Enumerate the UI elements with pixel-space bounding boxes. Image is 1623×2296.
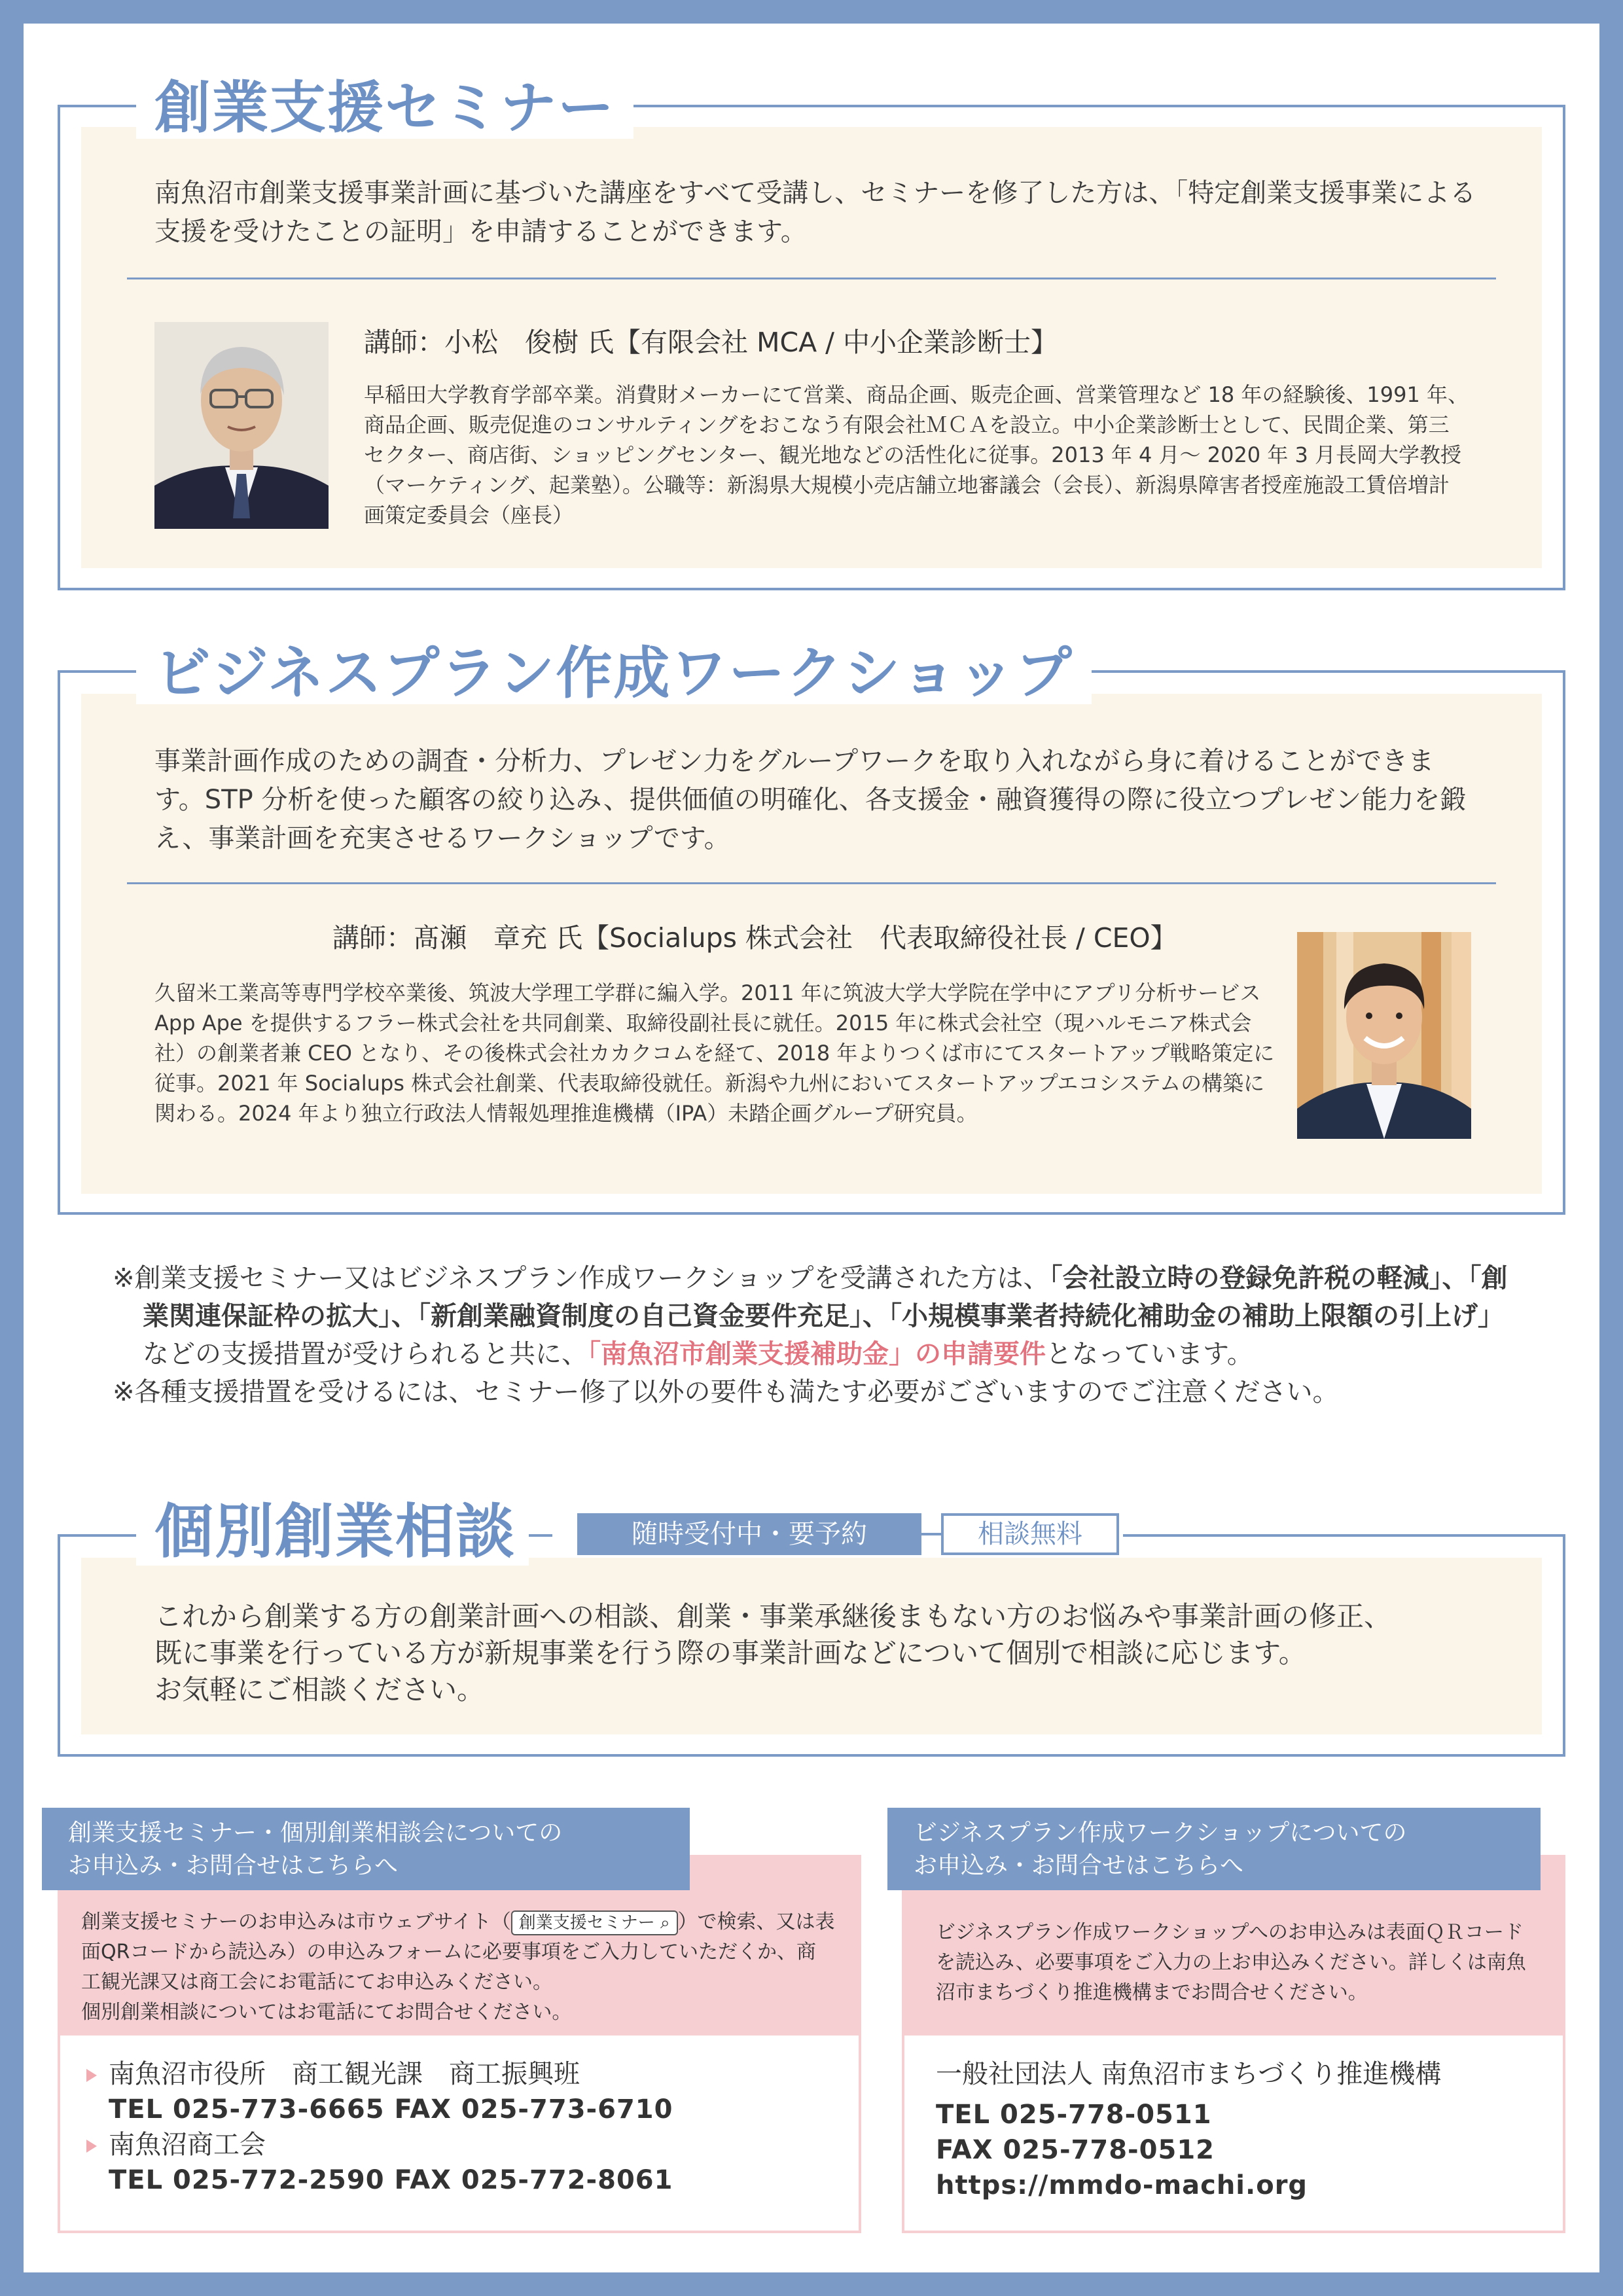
- consult-lead-line3: お気軽にご相談ください。: [154, 1674, 485, 1706]
- contact-right-header-line2: お申込み・お問合せはこちらへ: [914, 1852, 1244, 1879]
- workshop-title: ビジネスプラン作成ワークショップ: [136, 645, 1092, 704]
- chamber-phone: TEL 025-772-2590 FAX 025-772-8061: [109, 2165, 673, 2195]
- note1-text-a: ※創業支援セミナー又はビジネスプラン作成ワークショップを受講された方は、: [113, 1263, 1050, 1293]
- note1-text-c: などの支援措置が受けられると共に、: [143, 1339, 588, 1369]
- city-office-name: 南魚沼市役所 商工観光課 商工振興班: [109, 2059, 580, 2089]
- seminar-lead: 南魚沼市創業支援事業計画に基づいた講座をすべて受講し、セミナーを修了した方は、「特定創業支援事業による支援を受けたことの証明」を申請することができます。: [154, 178, 1476, 247]
- contact-left-header-line2: お申込み・お問合せはこちらへ: [68, 1852, 399, 1879]
- support-measures-note: [113, 1259, 1526, 1411]
- consult-lead-line2: 既に事業を行っている方が新規事業を行う際の事業計画などについて個別で相談に応じます。: [154, 1637, 1306, 1669]
- website-search-box: [511, 1910, 678, 1935]
- contact-right-org: [902, 2033, 1565, 2233]
- tag-connector: [921, 1533, 941, 1535]
- search-text: 創業支援セミナー: [518, 1912, 655, 1933]
- consult-lead-line1: これから創業する方の創業計画への相談、創業・事業承継後まもない方のお悩みや事業計画の修正、: [154, 1600, 1392, 1632]
- contact-left-body-d: 個別創業相談についてはお電話にてお問合せください。: [81, 2001, 572, 2024]
- contact-left-offices: [58, 2033, 861, 2233]
- bullet-triangle-icon: [86, 2140, 97, 2153]
- seminar-title: 創業支援セミナー: [136, 80, 633, 139]
- workshop-lead: 事業計画作成のための調査・分析力、プレゼン力をグループワークを取り入れながら身に着けることができます。STP 分析を使った顧客の絞り込み、提供価値の明確化、各支援金・融資獲得の際に役立つプレゼン能力を鍛え、事業計画を充実させるワークショップです。: [154, 746, 1467, 853]
- contact-right-header-line1: ビジネスプラン作成ワークショップについての: [914, 1820, 1407, 1846]
- note2: ※各種支援措置を受けるには、セミナー修了以外の要件も満たす必要がございますのでご注意ください。: [113, 1377, 1339, 1407]
- city-office-phone: TEL 025-773-6665 FAX 025-773-6710: [109, 2094, 673, 2125]
- consult-free-tag: 相談無料: [941, 1513, 1119, 1555]
- contact-left-header-line1: 創業支援セミナー・個別創業相談会についての: [68, 1820, 563, 1846]
- note1-subsidy-highlight: 「南魚沼市創業支援補助金」の申請要件: [588, 1339, 1046, 1369]
- contact-left-body-b: ）で検索、: [677, 1910, 776, 1933]
- lecturer-photo-komatsu: [154, 322, 329, 529]
- contact-left-body-a: 創業支援セミナーのお申込みは市ウェブサイト（: [81, 1910, 511, 1933]
- seminar-lecturer: 講師：小松 俊樹 氏【有限会社 MCA / 中小企業診断士】: [364, 327, 1058, 358]
- consult-title: 個別創業相談: [136, 1503, 529, 1566]
- note1-text-e: となっています。: [1046, 1339, 1253, 1369]
- workshop-lecturer: 講師：髙瀬 章充 氏【Socialups 株式会社 代表取締役社長 / CEO】: [332, 922, 1177, 954]
- machizukuri-fax: FAX 025-778-0512: [936, 2135, 1215, 2165]
- machizukuri-tel: TEL 025-778-0511: [936, 2100, 1212, 2130]
- contact-left-body-c: 又は表面QRコードから読込み）の申込みフォームに必要事項をご入力していただくか、商工観光課又は商工会にお電話にてお申込みください。: [81, 1910, 835, 1994]
- contact-left-header: [42, 1808, 690, 1890]
- contact-right-header: [887, 1808, 1541, 1890]
- machizukuri-website-link[interactable]: https://mmdo-machi.org: [936, 2170, 1308, 2200]
- note1-measures: 「会社設立時の登録免許税の軽減」、「創業関連保証枠の拡大」、「新創業融資制度の自己資金要件充足」、「小規模事業者持続化補助金の補助上限額の引上げ」: [143, 1263, 1508, 1331]
- chamber-name: 南魚沼商工会: [109, 2130, 266, 2160]
- lecturer-photo-takase: [1297, 932, 1471, 1139]
- bullet-triangle-icon: [86, 2069, 97, 2082]
- workshop-divider: [127, 882, 1496, 884]
- seminar-divider: [127, 278, 1496, 279]
- machizukuri-org-name: 一般社団法人 南魚沼市まちづくり推進機構: [936, 2059, 1442, 2089]
- consult-reserve-tag: 随時受付中・要予約: [577, 1513, 921, 1555]
- contact-right-body: ビジネスプラン作成ワークショップへのお申込みは表面ＱＲコードを読込み、必要事項をご入力の上お申込みください。詳しくは南魚沼市まちづくり推進機構までお問合せください。: [936, 1921, 1526, 2004]
- consult-lead: [154, 1598, 1503, 1708]
- workshop-lecturer-bio: 久留米工業高等専門学校卒業後、筑波大学理工学群に編入学。2011 年に筑波大学大学院在学中にアプリ分析サービス App Ape を提供するフラー株式会社を共同創業、取締役副社長に就任。2015 年に株式会社空（現ハルモニア株式会社）の創業者兼 CEO となり、その後株式会社カカクコムを経て、2018 年よりつくば市にてスタートアップ戦略策定に従事。2021 年 Socialups 株式会社創業、代表取締役就任。新潟や九州においてスタートアップエコシステムの構築に関わる。2024 年より独立行政法人情報処理推進機構（IPA）未踏企画グループ研究員。: [154, 980, 1275, 1126]
- seminar-lecturer-bio: 早稲田大学教育学部卒業。消費財メーカーにて営業、商品企画、販売企画、営業管理など 18 年の経験後、1991 年、商品企画、販売促進のコンサルティングをおこなう有限会社ＭＣＡを設立。中小企業診断士として、民間企業、第三セクター、商店街、ショッピングセンター、観光地などの活性化に従事。2013 年 4 月～ 2020 年 3 月長岡大学教授（マーケティング、起業塾）。公職等：新潟県大規模小売店舗立地審議会（会長）、新潟県障害者授産施設工賃倍増計画策定委員会（座長）: [364, 382, 1469, 528]
- search-icon: ⌕: [660, 1912, 670, 1933]
